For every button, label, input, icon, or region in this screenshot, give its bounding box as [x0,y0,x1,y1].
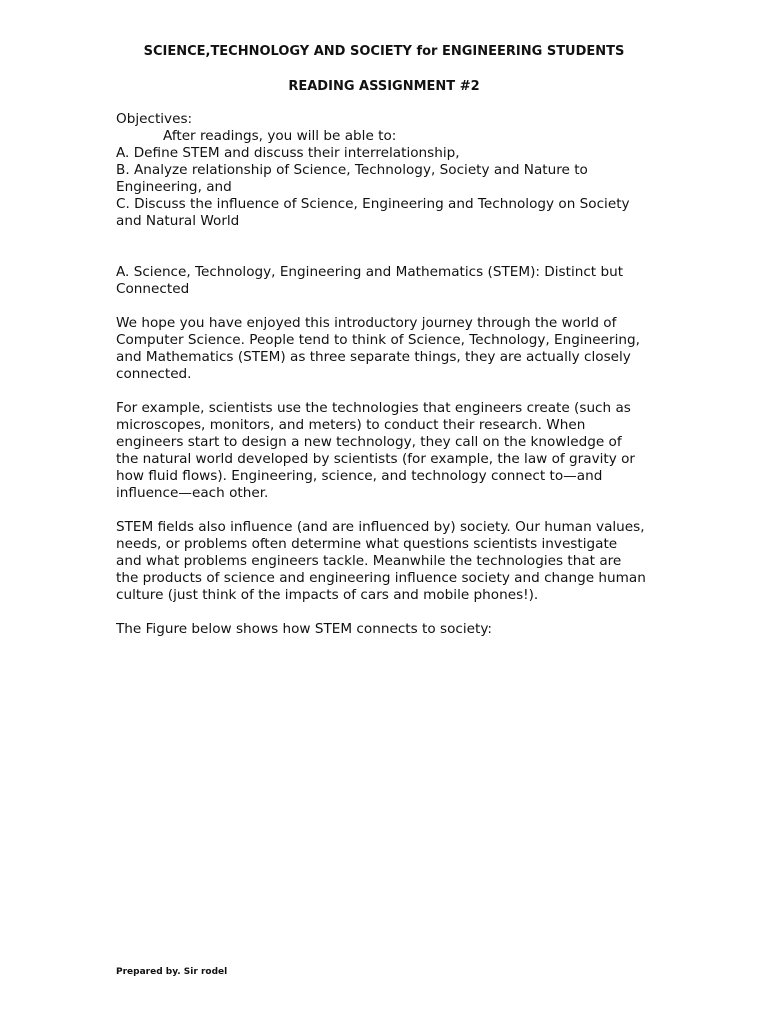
document-title: SCIENCE,TECHNOLOGY AND SOCIETY for ENGINEERING STUDENTS [143,44,625,59]
paragraph-line: For example, scientists use the technologies that engineers create (such as [116,400,631,416]
paragraph-line: Computer Science. People tend to think of Science, Technology, Engineering, [116,332,640,348]
footer-prepared-by: Prepared by. Sir rodel [116,967,228,977]
objectives-heading: Objectives: [116,111,193,127]
figure-intro: The Figure below shows how STEM connects to society: [116,621,492,637]
section-a-heading [116,264,676,298]
objective-line: and Natural World [116,213,240,229]
objective-line: B. Analyze relationship of Science, Technology, Society and Nature to [116,162,588,178]
objective-line: Engineering, and [116,179,232,195]
paragraph-line: the natural world developed by scientists (for example, the law of gravity or [116,451,635,467]
document-body [116,111,676,638]
paragraph-intro [116,315,676,383]
paragraph-society [116,519,676,604]
paragraph-line: and what problems engineers tackle. Meanwhile the technologies that are [116,553,622,569]
objective-line: C. Discuss the influence of Science, Engineering and Technology on Society [116,196,630,212]
paragraph-line: how fluid flows). Engineering, science, and technology connect to—and [116,468,603,484]
paragraph-line: connected. [116,366,192,382]
paragraph-line: needs, or problems often determine what questions scientists investigate [116,536,618,552]
paragraph-line: We hope you have enjoyed this introductory journey through the world of [116,315,617,331]
paragraph-line: engineers start to design a new technology, they call on the knowledge of [116,434,622,450]
objective-line: A. Define STEM and discuss their interrelationship, [116,145,460,161]
paragraph-line: STEM fields also influence (and are influenced by) society. Our human values, [116,519,645,535]
section-heading-line: Connected [116,281,190,297]
paragraph-line: the products of science and engineering influence society and change human [116,570,646,586]
paragraph-line: microscopes, monitors, and meters) to conduct their research. When [116,417,586,433]
objectives-intro: After readings, you will be able to: [163,128,397,144]
paragraph-line: influence—each other. [116,485,269,501]
document-subtitle: READING ASSIGNMENT #2 [288,79,480,94]
objectives-section [116,111,676,230]
section-heading-line: A. Science, Technology, Engineering and Mathematics (STEM): Distinct but [116,264,624,280]
paragraph-line: culture (just think of the impacts of cars and mobile phones!). [116,587,539,603]
paragraph-line: and Mathematics (STEM) as three separate things, they are actually closely [116,349,631,365]
paragraph-example [116,400,676,502]
